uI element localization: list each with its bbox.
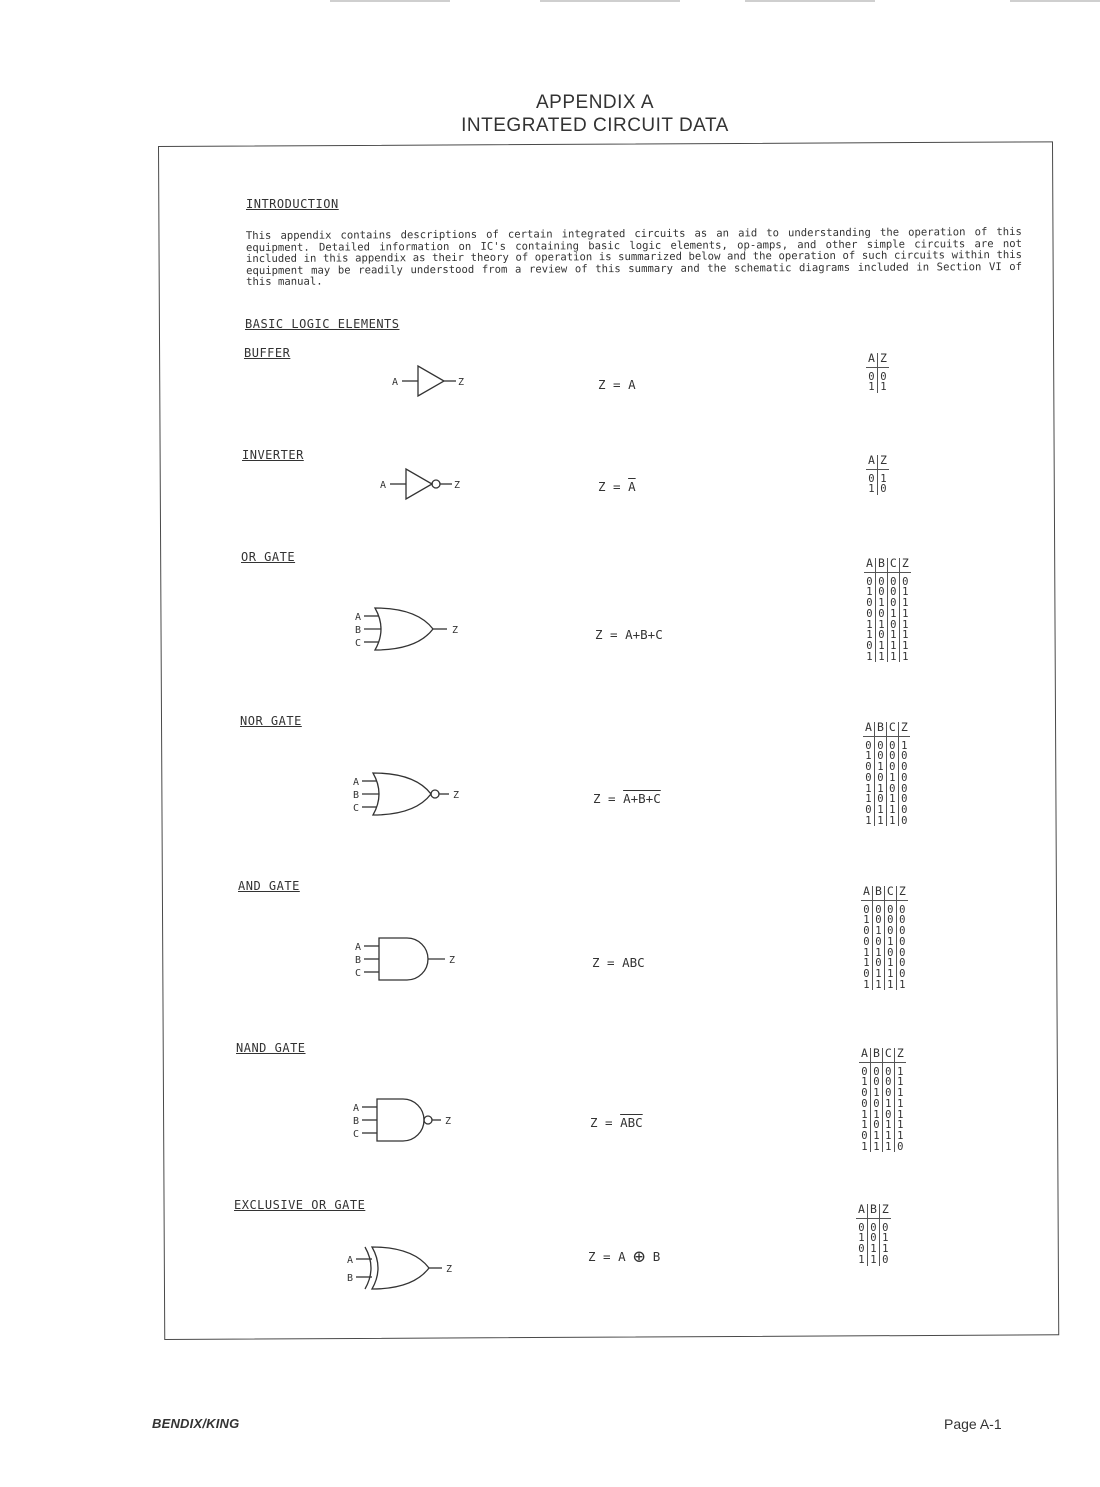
table-cell: 0 bbox=[870, 1099, 882, 1110]
table-cell: 1 bbox=[898, 736, 909, 751]
column-header: B bbox=[875, 558, 887, 572]
table-cell: 0 bbox=[879, 1255, 890, 1266]
table-cell: 0 bbox=[863, 935, 870, 948]
table-cell: 0 bbox=[868, 370, 875, 383]
column-header: C bbox=[887, 558, 899, 572]
svg-text:B: B bbox=[355, 955, 362, 966]
column-header: Z bbox=[899, 558, 910, 572]
table-row bbox=[866, 382, 889, 393]
table-cell: 0 bbox=[874, 794, 886, 805]
table-cell: 0 bbox=[896, 958, 907, 969]
gate-equation: $Z = \overline{A}$ bbox=[598, 479, 636, 494]
truth-table-header bbox=[856, 1204, 891, 1218]
gate-name: NOR GATE bbox=[240, 714, 302, 728]
introduction-heading: INTRODUCTION bbox=[246, 197, 339, 211]
table-cell: 0 bbox=[884, 926, 896, 937]
truth-table-header bbox=[859, 1048, 906, 1062]
table-cell: 0 bbox=[875, 572, 887, 587]
table-cell: 0 bbox=[866, 607, 873, 620]
page-number: Page A-1 bbox=[944, 1416, 1002, 1432]
table-cell: 0 bbox=[886, 762, 898, 773]
column-header: B bbox=[872, 886, 884, 900]
table-cell: 1 bbox=[894, 1088, 905, 1099]
column-header: A bbox=[856, 1204, 867, 1218]
xor-operator-icon: ⊕ bbox=[633, 1244, 646, 1268]
table-cell: 0 bbox=[863, 925, 870, 938]
table-cell: 0 bbox=[874, 736, 886, 751]
table-cell: 0 bbox=[875, 609, 887, 620]
table-cell: 0 bbox=[858, 1243, 865, 1256]
table-cell: 0 bbox=[884, 948, 896, 959]
table-cell: 0 bbox=[899, 572, 910, 587]
table-cell: 1 bbox=[870, 1110, 882, 1121]
table-cell: 0 bbox=[861, 1129, 868, 1142]
table-cell: 1 bbox=[863, 946, 870, 959]
column-header: B bbox=[867, 1204, 879, 1218]
table-cell: 1 bbox=[867, 1255, 879, 1266]
table-row bbox=[861, 937, 908, 948]
table-cell: 0 bbox=[863, 903, 870, 916]
table-cell: 0 bbox=[898, 751, 909, 762]
table-cell: 1 bbox=[879, 1244, 890, 1255]
table-cell: 0 bbox=[896, 915, 907, 926]
table-cell: 1 bbox=[863, 978, 870, 991]
table-cell: 0 bbox=[884, 900, 896, 915]
table-cell: 0 bbox=[887, 598, 899, 609]
table-row bbox=[856, 1218, 891, 1233]
table-cell: 0 bbox=[882, 1077, 894, 1088]
table-cell: 0 bbox=[870, 1120, 882, 1131]
gate-equation: Z = A+B+C bbox=[593, 791, 661, 806]
table-cell: 1 bbox=[896, 980, 907, 991]
table-cell: 0 bbox=[898, 816, 909, 827]
table-cell: 0 bbox=[861, 1065, 868, 1078]
gate-name: NAND GATE bbox=[236, 1041, 306, 1055]
nor-gate-symbol-icon bbox=[353, 770, 468, 820]
scan-mark bbox=[745, 0, 875, 2]
or-gate-symbol-icon bbox=[355, 605, 470, 655]
table-cell: 1 bbox=[861, 1076, 868, 1089]
table-row bbox=[866, 484, 889, 495]
table-cell: 1 bbox=[874, 805, 886, 816]
svg-text:A: A bbox=[353, 777, 360, 788]
table-cell: 0 bbox=[874, 751, 886, 762]
table-cell: 1 bbox=[899, 620, 910, 631]
table-cell: 1 bbox=[879, 1233, 890, 1244]
gate-equation: Z = A+B+C bbox=[595, 627, 663, 642]
table-cell: 0 bbox=[879, 1218, 890, 1233]
table-cell: 1 bbox=[887, 609, 899, 620]
table-cell: 0 bbox=[896, 937, 907, 948]
table-cell: 1 bbox=[877, 382, 888, 393]
and-gate-symbol-icon bbox=[355, 935, 470, 985]
column-header: Z bbox=[894, 1048, 905, 1062]
svg-text:A: A bbox=[380, 480, 387, 491]
truth-table-header bbox=[866, 455, 889, 469]
table-cell: 1 bbox=[886, 773, 898, 784]
gate-equation: $Z = \overline{ABC}$ bbox=[590, 1115, 643, 1130]
table-cell: 1 bbox=[899, 609, 910, 620]
table-cell: 0 bbox=[866, 639, 873, 652]
svg-text:A: A bbox=[353, 1103, 360, 1114]
buffer-symbol-icon bbox=[388, 363, 478, 399]
table-cell: 0 bbox=[896, 900, 907, 915]
footer-brand: BENDIX/KING bbox=[152, 1416, 240, 1431]
table-cell: 0 bbox=[867, 1218, 879, 1233]
table-cell: 1 bbox=[861, 1119, 868, 1132]
table-cell: 1 bbox=[863, 914, 870, 927]
table-cell: 0 bbox=[865, 739, 872, 752]
table-cell: 0 bbox=[861, 1087, 868, 1100]
table-cell: 0 bbox=[868, 472, 875, 485]
table-cell: 0 bbox=[886, 736, 898, 751]
table-cell: 1 bbox=[894, 1099, 905, 1110]
table-row bbox=[856, 1255, 891, 1266]
table-cell: 0 bbox=[875, 587, 887, 598]
svg-text:B: B bbox=[347, 1273, 354, 1284]
xor-gate-symbol-icon bbox=[347, 1244, 462, 1292]
svg-text:A: A bbox=[347, 1255, 354, 1266]
table-cell: 1 bbox=[866, 629, 873, 642]
table-cell: 0 bbox=[882, 1110, 894, 1121]
column-header: Z bbox=[898, 722, 909, 736]
table-cell: 0 bbox=[884, 915, 896, 926]
truth-table bbox=[856, 1204, 891, 1266]
table-cell: 1 bbox=[872, 948, 884, 959]
scan-mark bbox=[1010, 0, 1100, 2]
column-header: B bbox=[874, 722, 886, 736]
table-cell: 1 bbox=[899, 641, 910, 652]
table-cell: 0 bbox=[898, 773, 909, 784]
table-cell: 0 bbox=[898, 805, 909, 816]
svg-text:C: C bbox=[353, 803, 360, 814]
table-cell: 1 bbox=[894, 1110, 905, 1121]
svg-text:A: A bbox=[355, 942, 362, 953]
gate-equation: Z = A ⊕ B bbox=[588, 1244, 661, 1268]
svg-text:Z: Z bbox=[453, 790, 460, 801]
table-row bbox=[859, 1099, 906, 1110]
table-cell: 0 bbox=[882, 1088, 894, 1099]
table-cell: 1 bbox=[875, 620, 887, 631]
table-row bbox=[864, 572, 911, 587]
table-cell: 1 bbox=[899, 587, 910, 598]
truth-table bbox=[861, 886, 908, 990]
table-cell: 0 bbox=[877, 484, 888, 495]
svg-text:Z: Z bbox=[449, 955, 456, 966]
truth-table-header bbox=[866, 353, 889, 367]
table-cell: 1 bbox=[868, 483, 875, 496]
table-cell: 1 bbox=[882, 1099, 894, 1110]
gate-name: BUFFER bbox=[244, 346, 291, 360]
table-cell: 0 bbox=[866, 575, 873, 588]
table-row bbox=[863, 816, 910, 827]
table-cell: 1 bbox=[899, 598, 910, 609]
svg-text:Z: Z bbox=[454, 480, 461, 491]
table-cell: 1 bbox=[870, 1131, 882, 1142]
column-header: A bbox=[864, 558, 875, 572]
table-cell: 1 bbox=[872, 969, 884, 980]
svg-text:Z: Z bbox=[458, 377, 465, 388]
table-cell: 0 bbox=[861, 1097, 868, 1110]
table-cell: 0 bbox=[872, 900, 884, 915]
table-cell: 0 bbox=[894, 1142, 905, 1153]
svg-text:Z: Z bbox=[452, 625, 459, 636]
truth-table-header bbox=[863, 722, 910, 736]
table-cell: 1 bbox=[877, 469, 888, 484]
page-title: APPENDIX A bbox=[536, 92, 654, 113]
table-cell: 0 bbox=[858, 1221, 865, 1234]
table-cell: 1 bbox=[866, 618, 873, 631]
table-cell: 0 bbox=[866, 597, 873, 610]
truth-table bbox=[859, 1048, 906, 1152]
svg-text:B: B bbox=[355, 625, 362, 636]
table-cell: 0 bbox=[863, 967, 870, 980]
inverter-symbol-icon bbox=[376, 466, 476, 502]
column-header: Z bbox=[877, 455, 888, 469]
table-cell: 1 bbox=[874, 784, 886, 795]
table-cell: 0 bbox=[896, 948, 907, 959]
table-cell: 0 bbox=[870, 1062, 882, 1077]
table-cell: 0 bbox=[865, 761, 872, 774]
table-row bbox=[864, 652, 911, 663]
table-cell: 1 bbox=[882, 1120, 894, 1131]
table-cell: 1 bbox=[865, 814, 872, 827]
table-cell: 1 bbox=[867, 1244, 879, 1255]
table-cell: 1 bbox=[884, 969, 896, 980]
table-cell: 0 bbox=[886, 784, 898, 795]
table-cell: 1 bbox=[894, 1077, 905, 1088]
table-cell: 1 bbox=[872, 926, 884, 937]
table-cell: 0 bbox=[874, 773, 886, 784]
table-cell: 1 bbox=[870, 1142, 882, 1153]
table-cell: 0 bbox=[870, 1077, 882, 1088]
table-cell: 1 bbox=[887, 630, 899, 641]
table-cell: 1 bbox=[861, 1108, 868, 1121]
column-header: A bbox=[866, 455, 877, 469]
table-cell: 1 bbox=[875, 641, 887, 652]
table-cell: 0 bbox=[898, 784, 909, 795]
gate-name: AND GATE bbox=[238, 879, 300, 893]
gate-name: INVERTER bbox=[242, 448, 304, 462]
table-cell: 0 bbox=[896, 926, 907, 937]
column-header: A bbox=[863, 722, 874, 736]
table-cell: 1 bbox=[887, 652, 899, 663]
introduction-text: This appendix contains descriptions of certain integrated circuits as an aid to understanding the operation of this equipment. Detailed information on IC's containing basic logic elements, op-amps, and other simple circuits are not included in this appendix as their theory of operation is summarized below and the operation of such circuits within this equipment may be readily understood from a review of this summary and the schematic diagrams included in Section VI of this manual. bbox=[245, 225, 1023, 289]
table-cell: 0 bbox=[865, 771, 872, 784]
table-cell: 1 bbox=[884, 937, 896, 948]
table-row bbox=[859, 1062, 906, 1077]
svg-text:B: B bbox=[353, 790, 360, 801]
table-cell: 1 bbox=[865, 793, 872, 806]
column-header: A bbox=[866, 353, 877, 367]
truth-table bbox=[866, 455, 889, 495]
svg-text:A: A bbox=[355, 612, 362, 623]
table-cell: 0 bbox=[887, 620, 899, 631]
truth-table bbox=[863, 722, 910, 826]
table-row bbox=[863, 773, 910, 784]
gate-equation: Z = A bbox=[598, 377, 636, 392]
table-row bbox=[863, 736, 910, 751]
truth-table-header bbox=[861, 886, 908, 900]
scan-mark bbox=[330, 0, 450, 2]
table-cell: 0 bbox=[898, 762, 909, 773]
table-cell: 1 bbox=[884, 980, 896, 991]
table-row bbox=[864, 609, 911, 620]
table-cell: 1 bbox=[886, 816, 898, 827]
svg-text:C: C bbox=[355, 968, 362, 979]
table-cell: 1 bbox=[858, 1232, 865, 1245]
svg-text:Z: Z bbox=[446, 1264, 453, 1275]
table-cell: 1 bbox=[865, 750, 872, 763]
table-cell: 1 bbox=[882, 1142, 894, 1153]
table-cell: 1 bbox=[865, 782, 872, 795]
column-header: A bbox=[859, 1048, 870, 1062]
table-cell: 1 bbox=[882, 1131, 894, 1142]
table-cell: 0 bbox=[865, 803, 872, 816]
column-header: Z bbox=[896, 886, 907, 900]
truth-table-header bbox=[864, 558, 911, 572]
table-cell: 1 bbox=[870, 1088, 882, 1099]
table-cell: 1 bbox=[894, 1120, 905, 1131]
table-cell: 1 bbox=[886, 805, 898, 816]
table-cell: 1 bbox=[866, 586, 873, 599]
table-cell: 0 bbox=[887, 587, 899, 598]
table-row bbox=[866, 469, 889, 484]
table-row bbox=[861, 980, 908, 991]
column-header: Z bbox=[877, 353, 888, 367]
table-cell: 1 bbox=[858, 1253, 865, 1266]
page-subtitle: INTEGRATED CIRCUIT DATA bbox=[461, 115, 729, 136]
table-cell: 1 bbox=[863, 957, 870, 970]
table-cell: 1 bbox=[887, 641, 899, 652]
column-header: C bbox=[886, 722, 898, 736]
table-cell: 0 bbox=[887, 572, 899, 587]
table-row bbox=[861, 900, 908, 915]
table-cell: 1 bbox=[884, 958, 896, 969]
basic-logic-heading: BASIC LOGIC ELEMENTS bbox=[245, 317, 400, 331]
svg-text:A: A bbox=[392, 377, 399, 388]
table-cell: 1 bbox=[868, 381, 875, 394]
table-cell: 1 bbox=[866, 650, 873, 663]
table-row bbox=[859, 1142, 906, 1153]
table-cell: 0 bbox=[872, 937, 884, 948]
table-cell: 1 bbox=[899, 652, 910, 663]
table-cell: 1 bbox=[872, 980, 884, 991]
column-header: B bbox=[870, 1048, 882, 1062]
svg-text:B: B bbox=[353, 1116, 360, 1127]
truth-table bbox=[866, 353, 889, 393]
nand-gate-symbol-icon bbox=[353, 1096, 468, 1146]
table-cell: 0 bbox=[872, 915, 884, 926]
column-header: Z bbox=[879, 1204, 890, 1218]
gate-name: EXCLUSIVE OR GATE bbox=[234, 1198, 366, 1212]
svg-text:C: C bbox=[353, 1129, 360, 1140]
truth-table bbox=[864, 558, 911, 662]
table-cell: 1 bbox=[899, 630, 910, 641]
column-header: A bbox=[861, 886, 872, 900]
gate-name: OR GATE bbox=[241, 550, 296, 564]
table-cell: 0 bbox=[872, 958, 884, 969]
table-cell: 1 bbox=[861, 1140, 868, 1153]
scan-mark bbox=[540, 0, 680, 2]
table-cell: 1 bbox=[886, 794, 898, 805]
column-header: C bbox=[884, 886, 896, 900]
table-row bbox=[866, 367, 889, 382]
table-cell: 1 bbox=[874, 816, 886, 827]
column-header: C bbox=[882, 1048, 894, 1062]
table-cell: 0 bbox=[898, 794, 909, 805]
gate-equation: Z = ABC bbox=[592, 955, 645, 970]
table-cell: 1 bbox=[894, 1131, 905, 1142]
table-cell: 0 bbox=[877, 367, 888, 382]
table-cell: 0 bbox=[867, 1233, 879, 1244]
svg-text:Z: Z bbox=[445, 1116, 452, 1127]
table-cell: 1 bbox=[875, 652, 887, 663]
table-cell: 0 bbox=[882, 1062, 894, 1077]
svg-text:C: C bbox=[355, 638, 362, 649]
table-cell: 1 bbox=[874, 762, 886, 773]
table-cell: 0 bbox=[875, 630, 887, 641]
table-cell: 0 bbox=[896, 969, 907, 980]
table-cell: 0 bbox=[886, 751, 898, 762]
table-cell: 1 bbox=[894, 1062, 905, 1077]
table-cell: 1 bbox=[875, 598, 887, 609]
